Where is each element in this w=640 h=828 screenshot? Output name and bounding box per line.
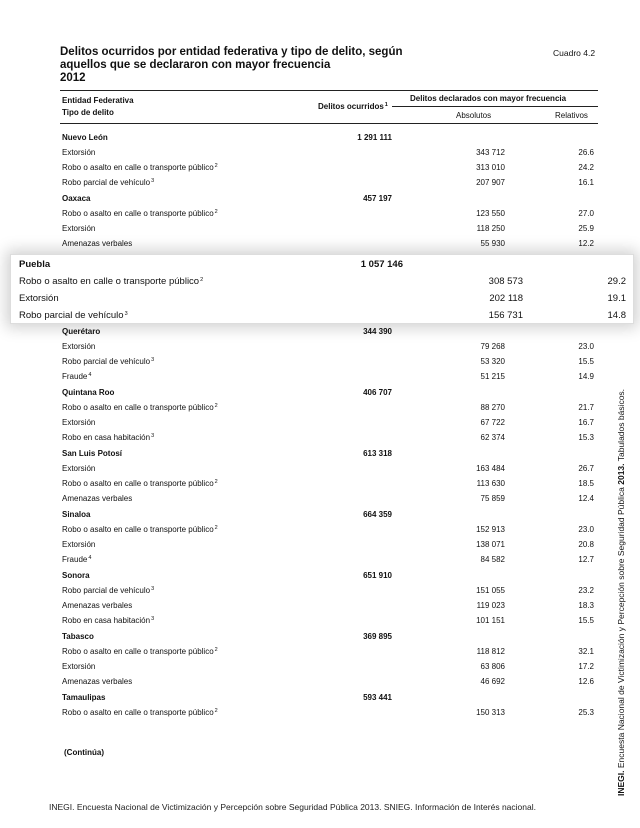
absolutos-value: 156 731 — [488, 310, 523, 321]
crime-row — [60, 647, 598, 662]
delitos-ocurridos: 1 291 111 — [357, 133, 392, 142]
crime-type — [62, 403, 218, 412]
absolutos-value: 151 055 — [476, 586, 505, 595]
absolutos-value: 343 712 — [476, 148, 505, 157]
relativos-value: 19.1 — [607, 293, 626, 304]
crime-type — [62, 479, 218, 488]
relativos-value: 23.0 — [578, 342, 594, 351]
crime-type-label: Robo parcial de vehículo — [62, 357, 151, 366]
absolutos-value: 202 118 — [489, 293, 523, 304]
crime-type-label: Robo o asalto en calle o transporte público — [62, 163, 214, 172]
crime-type — [62, 601, 132, 610]
footnote-marker: 2 — [214, 479, 218, 485]
footnote-marker: 3 — [124, 311, 128, 317]
crime-type-label: Robo o asalto en calle o transporte público — [62, 479, 214, 488]
crime-type-label: Robo o asalto en calle o transporte público — [62, 708, 214, 717]
title-year: 2012 — [60, 72, 86, 84]
entity-row — [60, 388, 598, 403]
crime-type-label: Extorsión — [62, 418, 96, 427]
absolutos-value: 101 151 — [476, 616, 505, 625]
crime-type — [62, 209, 218, 218]
crime-type-label: Extorsión — [62, 464, 96, 473]
relativos-value: 15.5 — [578, 616, 594, 625]
table-number: Cuadro 4.2 — [553, 48, 596, 58]
entity-name: San Luis Potosí — [62, 449, 123, 458]
relativos-value: 20.8 — [578, 540, 594, 549]
crime-type-label: Robo en casa habitación — [62, 616, 151, 625]
crime-type — [62, 163, 218, 172]
entity-row — [60, 194, 598, 209]
crime-type — [62, 342, 95, 351]
delitos-ocurridos: 344 390 — [363, 327, 392, 336]
header-entidad: Entidad Federativa — [62, 96, 134, 105]
header-relativos: Relativos — [555, 111, 588, 120]
crime-type — [62, 647, 218, 656]
crime-type-label: Robo o asalto en calle o transporte público — [62, 209, 214, 218]
crime-type-label: Robo en casa habitación — [62, 433, 151, 442]
relativos-value: 23.2 — [578, 586, 594, 595]
entity-name: Quintana Roo — [62, 388, 115, 397]
absolutos-value: 51 215 — [480, 372, 505, 381]
relativos-value: 14.8 — [607, 310, 626, 321]
absolutos-value: 67 722 — [480, 418, 505, 427]
crime-type-label: Amenazas verbales — [62, 677, 133, 686]
entity-row — [60, 510, 598, 525]
header-declarados: Delitos declarados con mayor frecuencia — [410, 94, 567, 103]
footnote-marker: 2 — [214, 163, 218, 169]
absolutos-value: 207 907 — [476, 178, 505, 187]
footnote-marker: 4 — [88, 372, 92, 378]
crime-type-label: Extorsión — [62, 662, 96, 671]
crime-type — [62, 433, 154, 442]
header-ocurridos-label: Delitos ocurridos — [318, 102, 384, 111]
crime-row — [60, 418, 598, 433]
title-text: Delitos ocurridos por entidad federativa y tipo de delito, según aquellos que se declararon con mayor frecuencia — [60, 46, 403, 71]
relativos-value: 16.7 — [578, 418, 594, 427]
crime-row — [60, 464, 598, 479]
entity-name: Nuevo León — [62, 133, 108, 142]
page-footer: INEGI. Encuesta Nacional de Victimización y Percepción sobre Seguridad Pública 2013. SNIEG. Información de Interés nacional. — [49, 802, 536, 812]
header-top-rule — [60, 90, 598, 91]
sidebar-inegi: INEGI. — [616, 770, 626, 796]
footnote-marker: 3 — [151, 357, 155, 363]
crime-type — [62, 555, 91, 564]
sidebar-tail: Tabulados básicos. — [616, 388, 626, 462]
crime-row — [60, 540, 598, 555]
crime-type — [62, 525, 218, 534]
relativos-value: 12.6 — [578, 677, 594, 686]
delitos-ocurridos: 593 441 — [363, 693, 392, 702]
crime-row — [60, 239, 598, 254]
crime-type — [62, 357, 154, 366]
footnote-marker: 2 — [214, 403, 218, 409]
crime-row — [60, 601, 598, 616]
absolutos-value: 163 484 — [476, 464, 505, 473]
entity-row — [60, 133, 598, 148]
crime-type — [62, 239, 132, 248]
crime-type — [62, 677, 132, 686]
entity-name: Sinaloa — [62, 510, 91, 519]
crime-type — [19, 310, 128, 321]
crime-type-label: Fraude — [62, 555, 88, 564]
crime-row — [60, 178, 598, 193]
absolutos-value: 119 023 — [476, 601, 505, 610]
crime-row — [11, 293, 633, 310]
relativos-value: 18.3 — [578, 601, 594, 610]
absolutos-value: 113 630 — [476, 479, 505, 488]
absolutos-value: 53 320 — [480, 357, 505, 366]
footnote-marker: 2 — [214, 209, 218, 215]
highlighted-entity-panel — [10, 254, 634, 324]
entity-name: Oaxaca — [62, 194, 91, 203]
crime-type-label: Robo parcial de vehículo — [62, 178, 151, 187]
absolutos-value: 152 913 — [476, 525, 505, 534]
footnote-marker: 2 — [214, 708, 218, 714]
crime-row — [60, 555, 598, 570]
relativos-value: 27.0 — [578, 209, 594, 218]
crime-row — [60, 479, 598, 494]
delitos-ocurridos: 613 318 — [363, 449, 392, 458]
crime-type-label: Extorsión — [62, 342, 96, 351]
absolutos-value: 75 859 — [480, 494, 505, 503]
absolutos-value: 62 374 — [480, 433, 505, 442]
crime-type — [62, 464, 95, 473]
relativos-value: 16.1 — [578, 178, 594, 187]
crime-type-label: Robo o asalto en calle o transporte público — [62, 525, 214, 534]
crime-type — [62, 586, 154, 595]
entity-row — [60, 693, 598, 708]
crime-type-label: Robo o asalto en calle o transporte público — [19, 276, 200, 287]
relativos-value: 26.6 — [578, 148, 594, 157]
absolutos-value: 118 812 — [476, 647, 505, 656]
sidebar-survey: Encuesta Nacional de Victimización y Percepción sobre Seguridad Pública — [616, 487, 626, 769]
crime-type — [62, 224, 95, 233]
delitos-ocurridos: 664 359 — [363, 510, 392, 519]
absolutos-value: 308 573 — [488, 276, 523, 287]
crime-type — [62, 708, 218, 717]
relativos-value: 12.2 — [578, 239, 594, 248]
footnote-marker: 3 — [151, 178, 155, 184]
footnote-marker: 2 — [214, 647, 218, 653]
entity-name: Tamaulipas — [62, 693, 106, 702]
crime-type — [62, 662, 95, 671]
absolutos-value: 313 010 — [476, 163, 505, 172]
footnote-marker: 2 — [214, 525, 218, 531]
crime-type — [62, 616, 154, 625]
crime-row — [60, 708, 598, 723]
footnote-marker: 3 — [151, 586, 155, 592]
absolutos-value: 46 692 — [480, 677, 505, 686]
absolutos-value: 123 550 — [476, 209, 505, 218]
header-absolutos: Absolutos — [456, 111, 492, 120]
absolutos-value: 84 582 — [480, 555, 505, 564]
entity-row — [60, 449, 598, 464]
crime-type — [19, 293, 59, 304]
crime-type-label: Fraude — [62, 372, 88, 381]
delitos-ocurridos: 406 707 — [363, 388, 392, 397]
relativos-value: 26.7 — [578, 464, 594, 473]
crime-row — [60, 209, 598, 224]
crime-row — [60, 616, 598, 631]
relativos-value: 15.5 — [578, 357, 594, 366]
sidebar-year: 2013. — [616, 463, 626, 485]
entity-name: Sonora — [62, 571, 90, 580]
absolutos-value: 88 270 — [480, 403, 505, 412]
header-tipo: Tipo de delito — [62, 108, 114, 117]
crime-type — [19, 276, 203, 287]
relativos-value: 29.2 — [607, 276, 626, 287]
footnote-marker: 3 — [151, 616, 155, 622]
entity-row — [60, 632, 598, 647]
entity-name: Tabasco — [62, 632, 94, 641]
entity-name: Puebla — [19, 259, 51, 270]
delitos-ocurridos: 369 895 — [363, 632, 392, 641]
relativos-value: 12.7 — [578, 555, 594, 564]
crime-row — [60, 224, 598, 239]
header-ocurridos — [318, 100, 388, 112]
crime-type-label: Robo o asalto en calle o transporte público — [62, 647, 214, 656]
crime-type — [62, 540, 95, 549]
footnote-marker: 3 — [151, 433, 155, 439]
crime-type — [62, 418, 95, 427]
delitos-ocurridos: 457 197 — [363, 194, 392, 203]
footnote-marker: 2 — [200, 277, 204, 283]
crime-type-label: Extorsión — [19, 293, 59, 304]
header-bottom-rule — [60, 123, 598, 124]
relativos-value: 23.0 — [578, 525, 594, 534]
crime-type-label: Robo o asalto en calle o transporte público — [62, 403, 214, 412]
absolutos-value: 63 806 — [480, 662, 505, 671]
crime-type-label: Robo parcial de vehículo — [62, 586, 151, 595]
absolutos-value: 118 250 — [476, 224, 505, 233]
crime-row — [60, 163, 598, 178]
relativos-value: 15.3 — [578, 433, 594, 442]
crime-type-label: Amenazas verbales — [62, 494, 133, 503]
delitos-ocurridos: 1 057 146 — [360, 259, 403, 270]
entity-row — [11, 259, 633, 276]
header-ocurridos-note: 1 — [384, 102, 388, 108]
relativos-value: 12.4 — [578, 494, 594, 503]
crime-row — [60, 662, 598, 677]
relativos-value: 17.2 — [578, 662, 594, 671]
crime-row — [60, 357, 598, 372]
crime-type — [62, 494, 132, 503]
crime-type — [62, 372, 91, 381]
relativos-value: 25.9 — [578, 224, 594, 233]
absolutos-value: 150 313 — [476, 708, 505, 717]
crime-row — [60, 148, 598, 163]
table-title — [60, 46, 440, 85]
continua-note: (Continúa) — [64, 748, 104, 757]
absolutos-value: 79 268 — [480, 342, 505, 351]
relativos-value: 18.5 — [578, 479, 594, 488]
crime-row — [60, 677, 598, 692]
crime-row — [60, 525, 598, 540]
delitos-ocurridos: 651 910 — [363, 571, 392, 580]
relativos-value: 14.9 — [578, 372, 594, 381]
crime-row — [60, 494, 598, 509]
relativos-value: 32.1 — [578, 647, 594, 656]
crime-type-label: Amenazas verbales — [62, 239, 133, 248]
crime-type-label: Robo parcial de vehículo — [19, 310, 124, 321]
crime-row — [11, 276, 633, 293]
entity-name: Querétaro — [62, 327, 101, 336]
crime-type-label: Extorsión — [62, 148, 96, 157]
crime-row — [60, 342, 598, 357]
crime-type — [62, 178, 154, 187]
crime-type-label: Extorsión — [62, 224, 96, 233]
crime-row — [60, 372, 598, 387]
header-mid-rule — [392, 106, 598, 107]
entity-row — [60, 327, 598, 342]
relativos-value: 24.2 — [578, 163, 594, 172]
crime-row — [60, 586, 598, 601]
crime-row — [60, 433, 598, 448]
crime-type-label: Amenazas verbales — [62, 601, 133, 610]
crime-row — [11, 310, 633, 327]
vertical-sidebar-credit — [616, 389, 626, 796]
crime-row — [60, 403, 598, 418]
entity-row — [60, 571, 598, 586]
footnote-marker: 4 — [88, 555, 92, 561]
relativos-value: 25.3 — [578, 708, 594, 717]
crime-type — [62, 148, 95, 157]
absolutos-value: 55 930 — [480, 239, 505, 248]
crime-type-label: Extorsión — [62, 540, 96, 549]
absolutos-value: 138 071 — [476, 540, 505, 549]
relativos-value: 21.7 — [578, 403, 594, 412]
